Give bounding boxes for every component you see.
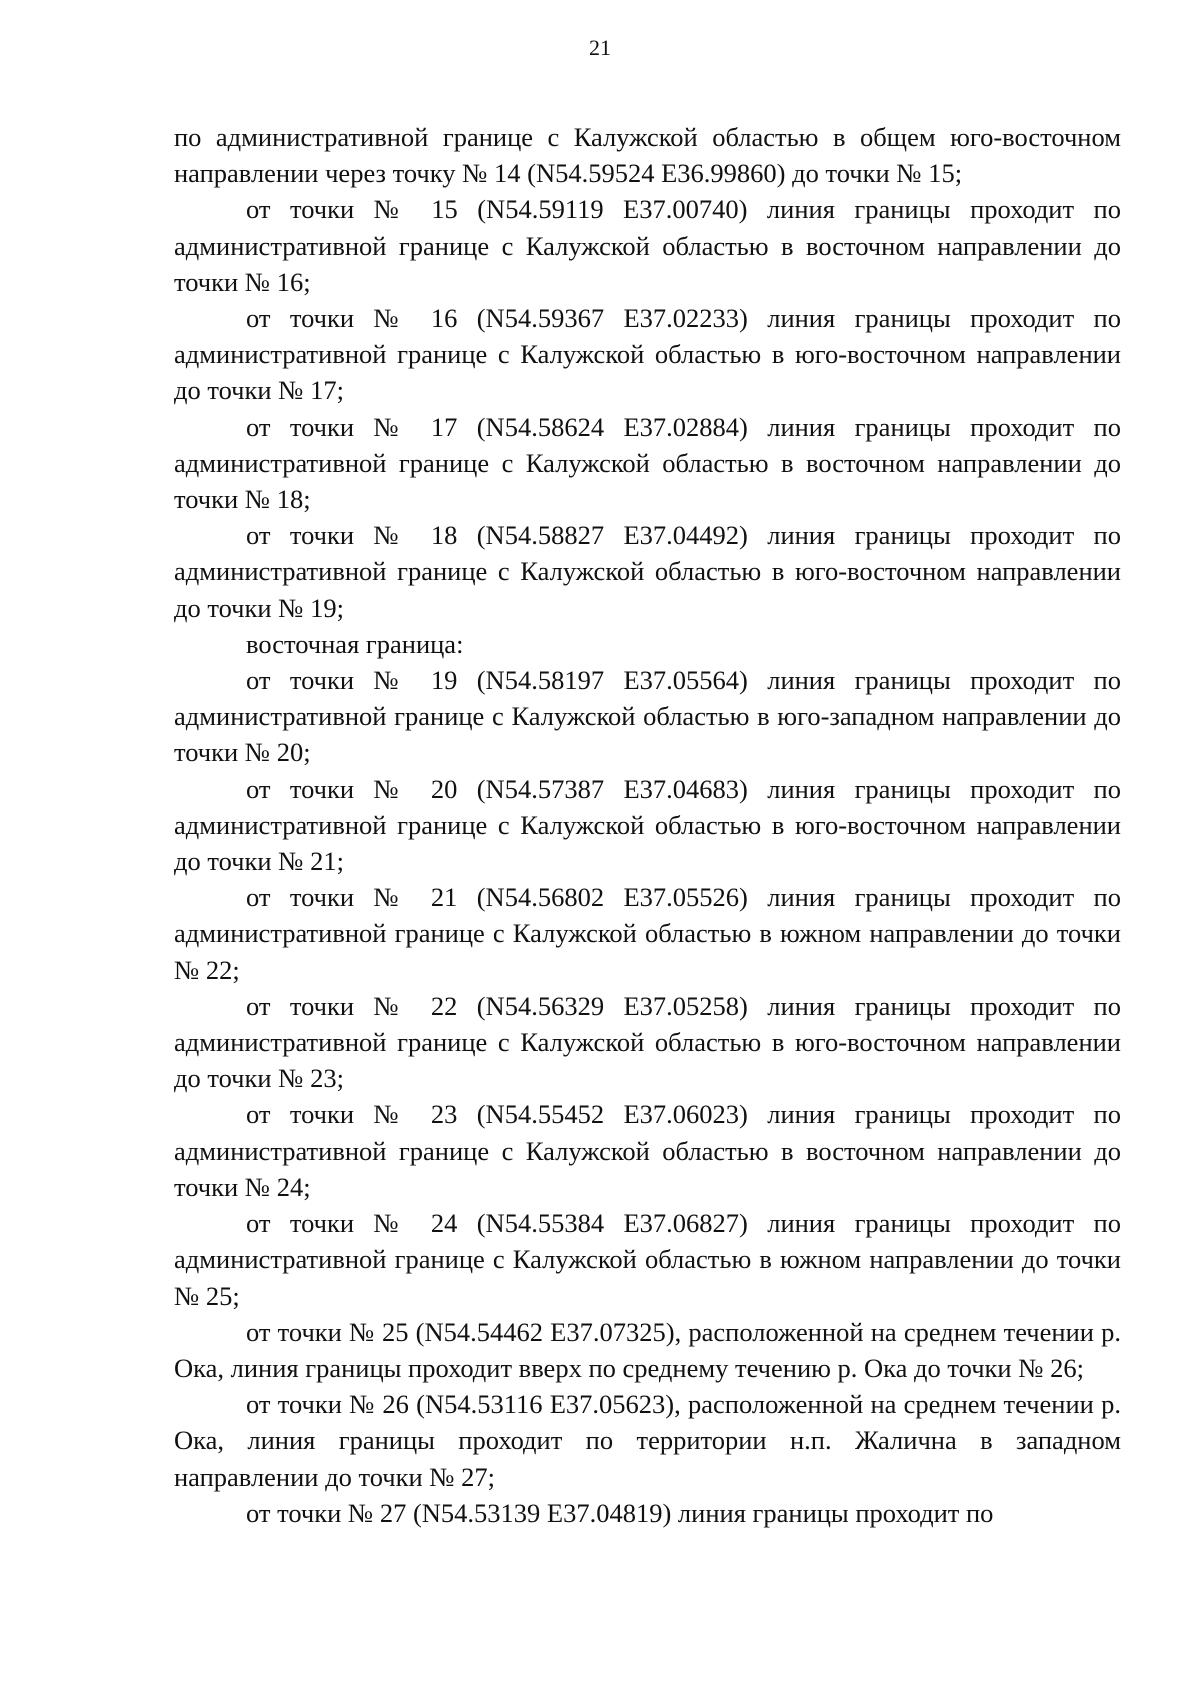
section-heading-eastern-border: восточная граница: (246, 628, 464, 659)
paragraph-point-23: от точки № 23 (N54.55452 E37.06023) линия границы проходит по административной границе с Калужской областью в восточном направлении до точки № 24; (174, 1099, 1121, 1202)
document-body (174, 119, 1121, 1531)
paragraph-point-21: от точки № 21 (N54.56802 E37.05526) линия границы проходит по административной границе с Калужской областью в южном направлении до точки № 22; (174, 882, 1121, 985)
page-number: 21 (589, 35, 611, 60)
paragraph-point-18: от точки № 18 (N54.58827 E37.04492) линия границы проходит по административной границе с Калужской областью в юго-восточном направлении до точки № 19; (174, 520, 1121, 623)
paragraph-point-25: от точки № 25 (N54.54462 E37.07325), расположенной на среднем течении р. Ока, линия границы проходит вверх по среднему течению р. Ока до точки № 26; (174, 1316, 1121, 1383)
paragraph-point-27: от точки № 27 (N54.53139 E37.04819) линия границы проходит по (246, 1497, 994, 1528)
paragraph-point-15: от точки № 15 (N54.59119 E37.00740) линия границы проходит по административной границе с Калужской областью в восточном направлении до точки № 16; (174, 194, 1121, 297)
paragraph-point-16: от точки № 16 (N54.59367 E37.02233) линия границы проходит по административной границе с Калужской областью в юго-восточном направлении до точки № 17; (174, 303, 1121, 406)
paragraph-point-26: от точки № 26 (N54.53116 E37.05623), расположенной на среднем течении р. Ока, линия границы проходит по территории н.п. Жалична в западном направлении до точки № 27; (174, 1389, 1121, 1492)
paragraph-point-20: от точки № 20 (N54.57387 E37.04683) линия границы проходит по административной границе с Калужской областью в юго-восточном направлении до точки № 21; (174, 773, 1121, 877)
paragraph-continuation: по административной границе с Калужской областью в общем юго-восточном направлении через точку № 14 (N54.59524 E36.99860) до точки № 15; (174, 122, 1121, 189)
paragraph-point-22: от точки № 22 (N54.56329 E37.05258) линия границы проходит по административной границе с Калужской областью в юго-восточном направлении до точки № 23; (174, 990, 1121, 1094)
paragraph-point-17: от точки № 17 (N54.58624 E37.02884) линия границы проходит по административной границе с Калужской областью в восточном направлении до точки № 18; (174, 411, 1121, 515)
paragraph-point-24: от точки № 24 (N54.55384 E37.06827) линия границы проходит по административной границе с Калужской областью в южном направлении до точки № 25; (174, 1208, 1121, 1311)
paragraph-point-19: от точки № 19 (N54.58197 E37.05564) линия границы проходит по административной границе с Калужской областью в юго-западном направлении до точки № 20; (174, 665, 1121, 768)
